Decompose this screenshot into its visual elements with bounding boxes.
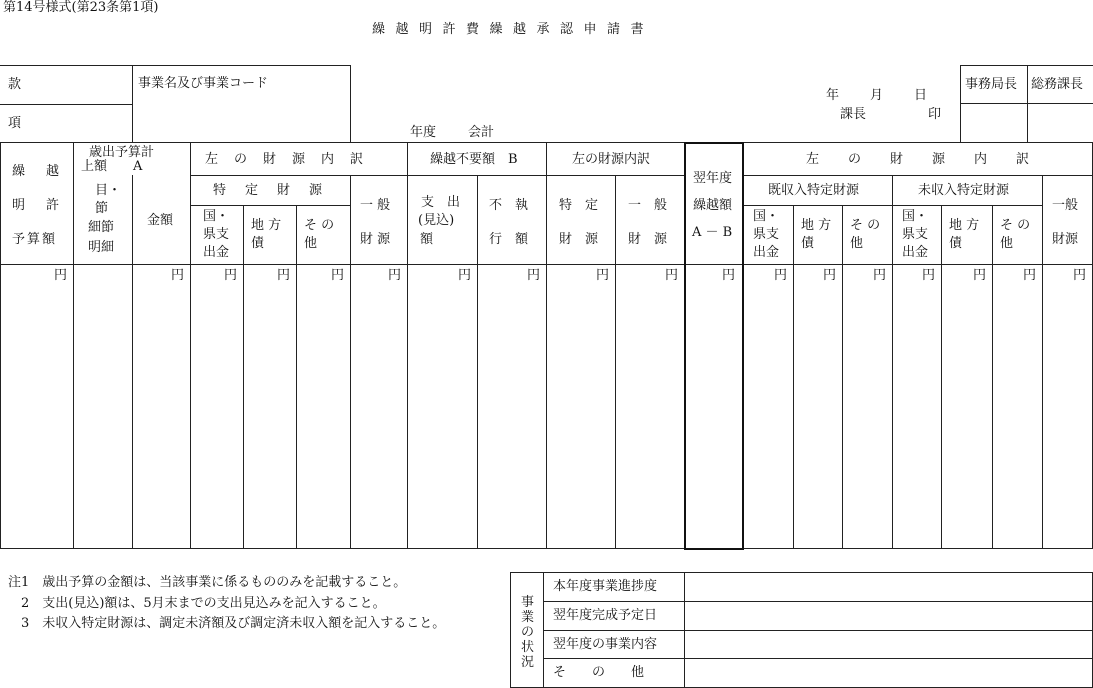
status-row-other: そ の 他 [553, 665, 645, 680]
other-header-c: そ の [1000, 218, 1031, 233]
next-year-carryover-header-2: 繰越額 [693, 198, 733, 213]
kan-label: 款 [8, 77, 22, 92]
unneeded-amount-header: 繰越不要額 B [430, 152, 518, 167]
yen-unit: 円 [54, 268, 68, 283]
section-chief-label: 課長 [840, 107, 867, 122]
page-title: 繰越明許費繰越承認申請書 [372, 22, 655, 37]
status-row-progress: 本年度事業進捗度 [553, 579, 658, 594]
account-label: 会計 [468, 125, 495, 140]
carryover-budget-header: 繰 越 [12, 164, 64, 179]
national-pref-header-b: 国・ [753, 209, 780, 224]
national-pref-header-3: 出金 [203, 245, 230, 260]
project-status-label: 事 [521, 595, 535, 610]
expenditure-estimate-header: 支 出 [421, 195, 461, 210]
fiscal-year-label: 年度 [410, 125, 437, 140]
national-pref-header-c3: 出金 [902, 245, 929, 260]
secretary-general-label: 事務局長 [965, 77, 1018, 92]
item-header-3: 細節 [88, 220, 115, 235]
yen-unit: 円 [774, 268, 788, 283]
year-label: 年 [826, 88, 840, 103]
funding-breakdown-header-2: 左の財源内訳 [572, 152, 651, 167]
expenditure-budget-header-2: 上額 A [81, 159, 143, 174]
yen-unit: 円 [823, 268, 837, 283]
carryover-budget-header-2: 明 許 [12, 198, 64, 213]
general-funding-header-c: 一般 [1052, 198, 1079, 213]
received-specific-funding-header: 既収入特定財源 [768, 183, 860, 198]
funding-breakdown-header-1: 左 の 財 源 内 訳 [205, 152, 365, 167]
yen-unit: 円 [527, 268, 541, 283]
national-pref-header-c2: 県支 [902, 227, 929, 242]
other-header-b: そ の [850, 218, 881, 233]
yen-unit: 円 [277, 268, 291, 283]
specific-funding-header-2: 特 定 [559, 198, 599, 213]
yen-unit: 円 [224, 268, 238, 283]
local-bond-header: 地 方 [251, 218, 282, 233]
local-bond-header-b: 地 方 [801, 218, 832, 233]
yen-unit: 円 [722, 268, 736, 283]
unexecuted-header: 不 執 [489, 198, 529, 213]
project-status-label: 業 [521, 610, 535, 625]
yen-unit: 円 [458, 268, 472, 283]
note-2: 2 支出(見込)額は、5月末までの支出見込みを記入すること。 [8, 596, 386, 611]
project-status-label: 況 [521, 655, 535, 670]
yen-unit: 円 [596, 268, 610, 283]
unexecuted-header-2: 行 額 [489, 232, 529, 247]
general-funding-header-2: 財 源 [360, 232, 391, 247]
other-header-c2: 他 [1000, 236, 1014, 251]
general-funding-header-b: 一 般 [628, 198, 668, 213]
yen-unit: 円 [665, 268, 679, 283]
other-header: そ の [304, 218, 335, 233]
item-header: 目・ [95, 183, 122, 198]
month-label: 月 [870, 88, 884, 103]
funding-breakdown-header-3: 左 の 財 源 内 訳 [806, 152, 1031, 167]
day-label: 日 [914, 88, 928, 103]
general-funding-header-c2: 財源 [1052, 232, 1079, 247]
yen-unit: 円 [1023, 268, 1037, 283]
general-affairs-chief-label: 総務課長 [1031, 77, 1084, 92]
next-year-carryover-header-3: A － B [692, 225, 733, 240]
national-pref-header-b2: 県支 [753, 227, 780, 242]
seal-label: 印 [928, 107, 942, 122]
expenditure-estimate-header-3: 額 [420, 232, 434, 247]
local-bond-header-c2: 債 [949, 236, 963, 251]
project-status-label: 状 [521, 640, 535, 655]
item-header-2: 節 [95, 201, 109, 216]
item-header-4: 明細 [88, 240, 115, 255]
project-name-code-label: 事業名及び事業コード [138, 76, 269, 91]
general-funding-header: 一 般 [360, 198, 391, 213]
yen-unit: 円 [171, 268, 185, 283]
national-pref-header-2: 県支 [203, 227, 230, 242]
amount-header: 金額 [147, 213, 174, 228]
other-header-2: 他 [304, 236, 318, 251]
specific-funding-header: 特 定 財 源 [213, 183, 326, 198]
national-pref-header-b3: 出金 [753, 245, 780, 260]
carryover-budget-header-3: 予算額 [12, 232, 58, 247]
national-pref-header: 国・ [203, 209, 230, 224]
yen-unit: 円 [388, 268, 402, 283]
local-bond-header-c: 地 方 [949, 218, 980, 233]
form-number: 第14号様式(第23条第1項) [3, 0, 159, 15]
next-year-carryover-header: 翌年度 [693, 171, 733, 186]
yen-unit: 円 [973, 268, 987, 283]
status-row-next-year-content: 翌年度の事業内容 [553, 637, 658, 652]
local-bond-header-b2: 債 [801, 236, 815, 251]
yen-unit: 円 [873, 268, 887, 283]
general-funding-header-b2: 財 源 [628, 232, 668, 247]
unreceived-specific-funding-header: 未収入特定財源 [918, 183, 1010, 198]
national-pref-header-c: 国・ [902, 209, 929, 224]
note-1: 注1 歳出予算の金額は、当該事業に係るもののみを記載すること。 [8, 575, 407, 590]
expenditure-estimate-header-2: (見込) [418, 213, 455, 228]
yen-unit: 円 [331, 268, 345, 283]
note-3: 3 未収入特定財源は、調定未済額及び調定済未収入額を記入すること。 [8, 616, 446, 631]
other-header-b2: 他 [850, 236, 864, 251]
status-row-completion-date: 翌年度完成予定日 [553, 608, 658, 623]
kou-label: 項 [8, 116, 22, 131]
local-bond-header-2: 債 [251, 236, 265, 251]
yen-unit: 円 [1073, 268, 1087, 283]
expenditure-budget-header: 歳出予算計 [89, 145, 155, 160]
specific-funding-header-2b: 財 源 [559, 232, 599, 247]
yen-unit: 円 [922, 268, 936, 283]
project-status-label: の [521, 625, 535, 640]
